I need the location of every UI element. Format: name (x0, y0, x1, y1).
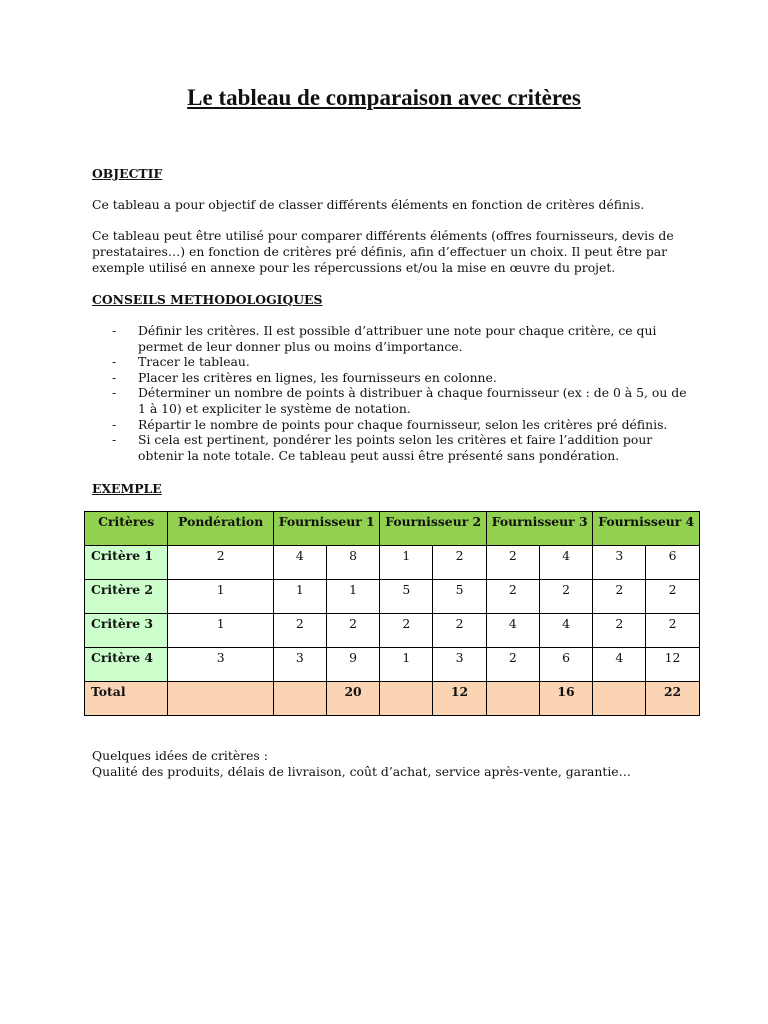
total-empty-cell (486, 682, 539, 716)
row-label: Critère 3 (85, 614, 168, 648)
cell-f3-points: 2 (486, 580, 539, 614)
cell-f4-points: 3 (593, 546, 646, 580)
conseils-list (112, 323, 692, 463)
table-row (85, 614, 700, 648)
cell-f1-weighted: 9 (326, 648, 380, 682)
bullet-dash: - (112, 432, 117, 448)
list-item (112, 354, 692, 370)
cell-f3-weighted: 2 (539, 580, 593, 614)
header-fournisseur-3: Fournisseur 3 (486, 512, 592, 546)
conseils-heading: CONSEILS METHODOLOGIQUES (92, 292, 323, 307)
cell-f2-weighted: 2 (433, 546, 487, 580)
page-title: Le tableau de comparaison avec critères (187, 85, 581, 110)
total-f4: 22 (646, 682, 700, 716)
cell-f1-weighted: 8 (326, 546, 380, 580)
cell-f3-points: 2 (486, 648, 539, 682)
cell-f3-points: 2 (486, 546, 539, 580)
cell-f3-weighted: 4 (539, 546, 593, 580)
header-fournisseur-4: Fournisseur 4 (593, 512, 700, 546)
cell-f4-points: 2 (593, 580, 646, 614)
cell-f2-weighted: 5 (433, 580, 487, 614)
bullet-dash: - (112, 369, 117, 385)
cell-f4-weighted: 2 (646, 614, 700, 648)
cell-ponderation: 1 (168, 580, 274, 614)
comparison-table (84, 511, 700, 716)
total-label: Total (85, 682, 168, 716)
header-fournisseur-1: Fournisseur 1 (273, 512, 379, 546)
idees-text: Qualité des produits, délais de livraison, coût d’achat, service après-vente, garantie… (92, 764, 632, 779)
list-item-text: Tracer le tableau. (138, 354, 250, 370)
cell-f1-points: 4 (273, 546, 326, 580)
objectif-heading: OBJECTIF (92, 166, 163, 181)
objectif-paragraph-2: Ce tableau peut être utilisé pour comparer différents éléments (offres fournisseurs, devis de prestataires…) en fonction de critères pré définis, afin d’effectuer un choix. Il peut être par exemple utilisé en annexe pour les répercussions et/ou la mise en œuvre du projet. (92, 228, 674, 275)
header-fournisseur-2: Fournisseur 2 (380, 512, 486, 546)
list-item (112, 370, 692, 386)
header-criteres: Critères (85, 512, 168, 546)
list-item-text: Définir les critères. Il est possible d’attribuer une note pour chaque critère, ce qui permet de leur donner plus ou moins d’importance. (138, 323, 657, 354)
cell-f2-points: 2 (380, 614, 433, 648)
cell-f1-points: 1 (273, 580, 326, 614)
cell-f1-weighted: 1 (326, 580, 380, 614)
cell-f1-weighted: 2 (326, 614, 380, 648)
cell-f2-points: 1 (380, 546, 433, 580)
idees-label: Quelques idées de critères : (92, 748, 268, 763)
bullet-dash: - (112, 385, 117, 401)
list-item-text: Placer les critères en lignes, les fournisseurs en colonne. (138, 369, 497, 385)
cell-f2-points: 1 (380, 648, 433, 682)
table-row (85, 648, 700, 682)
list-item (112, 323, 692, 354)
cell-f2-weighted: 2 (433, 614, 487, 648)
row-label: Critère 2 (85, 580, 168, 614)
header-ponderation: Pondération (168, 512, 274, 546)
table-total-row (85, 682, 700, 716)
bullet-dash: - (112, 354, 117, 370)
row-label: Critère 1 (85, 546, 168, 580)
total-f1: 20 (326, 682, 380, 716)
cell-f1-points: 2 (273, 614, 326, 648)
list-item (112, 417, 692, 433)
cell-f4-points: 2 (593, 614, 646, 648)
cell-ponderation: 1 (168, 614, 274, 648)
total-f3: 16 (539, 682, 593, 716)
cell-ponderation: 2 (168, 546, 274, 580)
bullet-dash: - (112, 416, 117, 432)
list-item-text: Si cela est pertinent, pondérer les points selon les critères et faire l’addition pour obtenir la note totale. Ce tableau peut aussi être présenté sans pondération. (138, 432, 653, 463)
exemple-heading: EXEMPLE (92, 481, 162, 496)
cell-f4-weighted: 6 (646, 546, 700, 580)
list-item (112, 385, 692, 416)
table-row (85, 580, 700, 614)
cell-f3-weighted: 6 (539, 648, 593, 682)
total-empty-cell (168, 682, 274, 716)
table-header-row (85, 512, 700, 546)
cell-f3-points: 4 (486, 614, 539, 648)
cell-ponderation: 3 (168, 648, 274, 682)
cell-f1-points: 3 (273, 648, 326, 682)
list-item (112, 432, 692, 463)
table-row (85, 546, 700, 580)
row-label: Critère 4 (85, 648, 168, 682)
total-f2: 12 (433, 682, 487, 716)
cell-f3-weighted: 4 (539, 614, 593, 648)
cell-f4-weighted: 2 (646, 580, 700, 614)
cell-f4-weighted: 12 (646, 648, 700, 682)
total-empty-cell (273, 682, 326, 716)
objectif-paragraph-1: Ce tableau a pour objectif de classer différents éléments en fonction de critères définis. (92, 197, 645, 212)
list-item-text: Répartir le nombre de points pour chaque fournisseur, selon les critères pré définis. (138, 416, 668, 432)
cell-f2-weighted: 3 (433, 648, 487, 682)
total-empty-cell (593, 682, 646, 716)
total-empty-cell (380, 682, 433, 716)
bullet-dash: - (112, 323, 117, 338)
cell-f2-points: 5 (380, 580, 433, 614)
list-item-text: Déterminer un nombre de points à distribuer à chaque fournisseur (ex : de 0 à 5, ou de 1 à 10) et expliciter le système de notation. (138, 385, 687, 416)
cell-f4-points: 4 (593, 648, 646, 682)
